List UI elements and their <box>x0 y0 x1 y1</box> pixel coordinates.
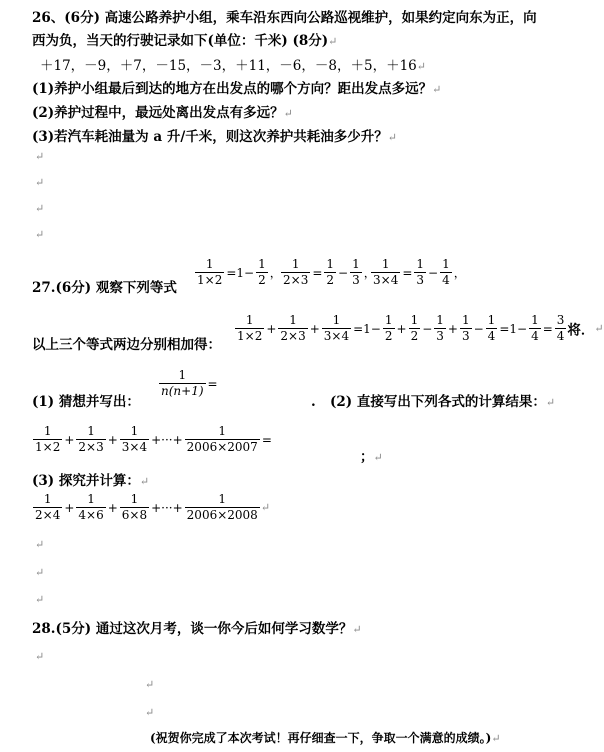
fraction-denominator: 2006×2007 <box>186 440 258 454</box>
fraction-denominator: 1×2 <box>237 329 263 343</box>
math-operator: ， <box>453 266 466 280</box>
return-mark: ↵ <box>35 566 45 579</box>
fraction-denominator: n(n+1) <box>161 384 204 398</box>
q26-header-cont: 西为负，当天的行驶记录如下(单位：千米) (8分)↵ <box>32 33 338 49</box>
fraction-numerator: 1 <box>130 424 139 438</box>
fraction <box>529 313 541 344</box>
exam-footer-note: (祝贺你完成了本次考试！再仔细查一下，争取一个满意的成绩。)↵ <box>150 731 501 745</box>
q27-equation-2 <box>280 257 377 288</box>
fraction-denominator: 2×4 <box>35 508 61 522</box>
math-operator: + <box>266 321 277 336</box>
fraction <box>33 492 62 523</box>
q27-part2-label: (2) 直接写出下列各式的计算结果：↵ <box>330 394 556 410</box>
fraction-numerator: 1 <box>43 424 52 438</box>
fraction-numerator: 1 <box>487 313 496 327</box>
return-mark: ↵ <box>35 176 45 189</box>
q27-sum-intro: 以上三个等式两边分别相加得： <box>32 337 221 353</box>
return-mark: ↵ <box>491 732 501 745</box>
fraction <box>120 424 149 455</box>
fraction-denominator: 3 <box>416 273 425 287</box>
math-operator: ， <box>363 266 376 280</box>
fraction-denominator: 4×6 <box>78 508 104 522</box>
fraction-denominator: 4 <box>556 329 565 343</box>
return-mark: ↵ <box>35 228 45 241</box>
return-mark: ↵ <box>139 475 150 488</box>
fraction <box>440 257 452 288</box>
math-operator: =1− <box>499 321 528 336</box>
return-mark: ↵ <box>35 650 45 663</box>
fraction-numerator: 1 <box>352 257 360 271</box>
return-mark: ↵ <box>35 202 45 215</box>
q27-part1-fraction <box>158 368 219 399</box>
math-operator: + <box>309 321 320 336</box>
fraction-numerator: 1 <box>205 257 214 271</box>
fraction-numerator: 1 <box>416 257 425 271</box>
fraction <box>322 313 351 344</box>
q27-part3-label: (3) 探究并计算：↵ <box>32 473 150 489</box>
fraction <box>195 257 224 288</box>
fraction <box>185 492 260 523</box>
math-operator: +···+ <box>151 432 183 447</box>
fraction-denominator: 2×3 <box>78 440 104 454</box>
q27-header: 27.(6分) 观察下列等式 <box>32 280 177 296</box>
fraction-numerator: 1 <box>381 257 390 271</box>
fraction <box>278 313 307 344</box>
fraction-denominator: 2 <box>258 273 266 287</box>
math-operator: +···+ <box>151 500 183 515</box>
math-operator: − <box>473 321 484 336</box>
q26-sub2: (2)养护过程中，最远处离出发点有多远？↵ <box>32 105 293 121</box>
fraction-denominator: 2 <box>384 329 393 343</box>
return-mark: ↵ <box>373 451 383 464</box>
fraction <box>281 257 310 288</box>
q26-sub1: (1)养护小组最后到达的地方在出发点的哪个方向？距出发点多远？↵ <box>32 81 442 97</box>
fraction-denominator: 3×4 <box>373 273 399 287</box>
return-mark: ↵ <box>387 131 397 144</box>
fraction <box>383 313 395 344</box>
fraction-denominator: 6×8 <box>121 508 148 522</box>
fraction-denominator: 1×2 <box>197 273 223 287</box>
q27-part1-period: . <box>311 394 316 410</box>
math-operator: = <box>312 265 323 280</box>
fraction-numerator: 1 <box>332 313 341 327</box>
fraction-numerator: 1 <box>258 257 266 271</box>
fraction <box>414 257 426 288</box>
fraction-denominator: 3 <box>352 273 360 287</box>
fraction-denominator: 4 <box>531 329 539 343</box>
return-mark: ↵ <box>145 706 155 719</box>
fraction-numerator: 1 <box>87 424 95 438</box>
fraction <box>159 368 206 399</box>
q26-data-line: ＋17，－9，＋7，－15，－3，＋11，－6，－8，＋5，＋16↵ <box>40 58 426 74</box>
fraction-denominator: 2006×2008 <box>186 508 258 522</box>
fraction-denominator: 4 <box>442 273 450 287</box>
math-operator: − <box>338 265 349 280</box>
q27-equation-1 <box>194 257 283 288</box>
q27-equation-3 <box>370 257 467 288</box>
math-operator: = <box>402 265 413 280</box>
fraction-numerator: 1 <box>87 492 95 506</box>
return-mark: ↵ <box>260 501 271 514</box>
fraction <box>33 424 62 455</box>
fraction-denominator: 3×4 <box>121 440 148 454</box>
fraction <box>324 257 336 288</box>
fraction-denominator: 3×4 <box>323 329 350 343</box>
return-mark: ↵ <box>328 35 338 48</box>
math-operator: = <box>542 321 553 336</box>
math-operator: =1− <box>226 265 255 280</box>
q28-header: 28.(5分) 通过这次月考，谈一你今后如何学习数学？↵ <box>32 621 362 637</box>
math-operator: = <box>261 432 272 447</box>
fraction <box>120 492 149 523</box>
fraction-numerator: 1 <box>43 492 52 506</box>
return-mark: ↵ <box>545 396 556 409</box>
fraction-denominator: 3 <box>461 329 470 343</box>
math-operator: = <box>207 376 218 391</box>
fraction <box>486 313 498 344</box>
fraction-numerator: 1 <box>245 313 254 327</box>
math-operator: + <box>107 432 118 447</box>
fraction-numerator: 3 <box>556 313 565 327</box>
fraction-denominator: 2×3 <box>280 329 306 343</box>
fraction-numerator: 1 <box>531 313 539 327</box>
fraction-numerator: 1 <box>218 424 227 438</box>
math-operator: + <box>396 321 407 336</box>
fraction-denominator: 2 <box>326 273 335 287</box>
fraction-denominator: 4 <box>487 329 496 343</box>
math-operator: − <box>428 265 439 280</box>
return-mark: ↵ <box>416 60 426 73</box>
fraction <box>460 313 472 344</box>
return-mark: ↵ <box>432 83 442 96</box>
fraction <box>371 257 400 288</box>
return-mark: ↵ <box>35 538 45 551</box>
math-operator: + <box>447 321 458 336</box>
math-operator: =1− <box>353 321 381 336</box>
q26-header: 26、(6分) 高速公路养护小组，乘车沿东西向公路巡视维护，如果约定向东为正，向 <box>32 10 537 26</box>
return-mark: ↵ <box>145 678 155 691</box>
fraction-numerator: 1 <box>436 313 444 327</box>
q27-part1-label: (1) 猜想并写出： <box>32 394 140 410</box>
fraction <box>76 492 105 523</box>
fraction-numerator: 1 <box>461 313 470 327</box>
fraction-numerator: 1 <box>218 492 227 506</box>
return-mark: ↵ <box>283 107 293 120</box>
fraction <box>434 313 446 344</box>
fraction-denominator: 2 <box>410 329 419 343</box>
math-operator: + <box>64 432 75 447</box>
fraction-numerator: 1 <box>178 368 187 382</box>
fraction <box>235 313 264 344</box>
fraction-denominator: 3 <box>436 329 444 343</box>
fraction-denominator: 2×3 <box>283 273 309 287</box>
fraction <box>256 257 268 288</box>
return-mark: ↵ <box>35 593 45 606</box>
fraction <box>185 424 260 455</box>
q26-sub3: (3)若汽车耗油量为 a 升/千米，则这次养护共耗油多少升？↵ <box>32 129 397 145</box>
q27-part3-expression <box>32 492 270 523</box>
q27-part2-expression <box>32 424 273 455</box>
fraction-numerator: 1 <box>442 257 450 271</box>
fraction-numerator: 1 <box>410 313 419 327</box>
math-operator: − <box>422 321 433 336</box>
fraction-numerator: 1 <box>289 313 297 327</box>
math-operator: + <box>64 500 75 515</box>
fraction-numerator: 1 <box>384 313 393 327</box>
fraction-denominator: 1×2 <box>35 440 61 454</box>
fraction <box>555 313 567 344</box>
q27-sum-equation: $\frac{1}{1\times 2}$ + $\frac{1}{2\times 3}$ + $\frac{1}{3\times 4}$ =1− $\frac{1}{2}$ + $\frac{1}{2}$ − $\frac{1}{3}$ + $\frac{1}{3}$ − $\frac{1}{4}$ =1− $\frac{1}{4}$ = $\frac{3}{4}$ 将．↵ <box>237 313 604 343</box>
math-operator: ， <box>269 266 282 280</box>
math-operator: + <box>107 500 118 515</box>
fraction-numerator: 1 <box>291 257 300 271</box>
fraction <box>409 313 421 344</box>
return-mark: ↵ <box>594 322 604 335</box>
fraction-numerator: 1 <box>326 257 335 271</box>
q27-part2-semicolon: ；↵ <box>360 449 383 465</box>
fraction-numerator: 1 <box>130 492 139 506</box>
return-mark: ↵ <box>352 623 362 636</box>
return-mark: ↵ <box>35 150 45 163</box>
fraction <box>76 424 105 455</box>
fraction <box>350 257 362 288</box>
